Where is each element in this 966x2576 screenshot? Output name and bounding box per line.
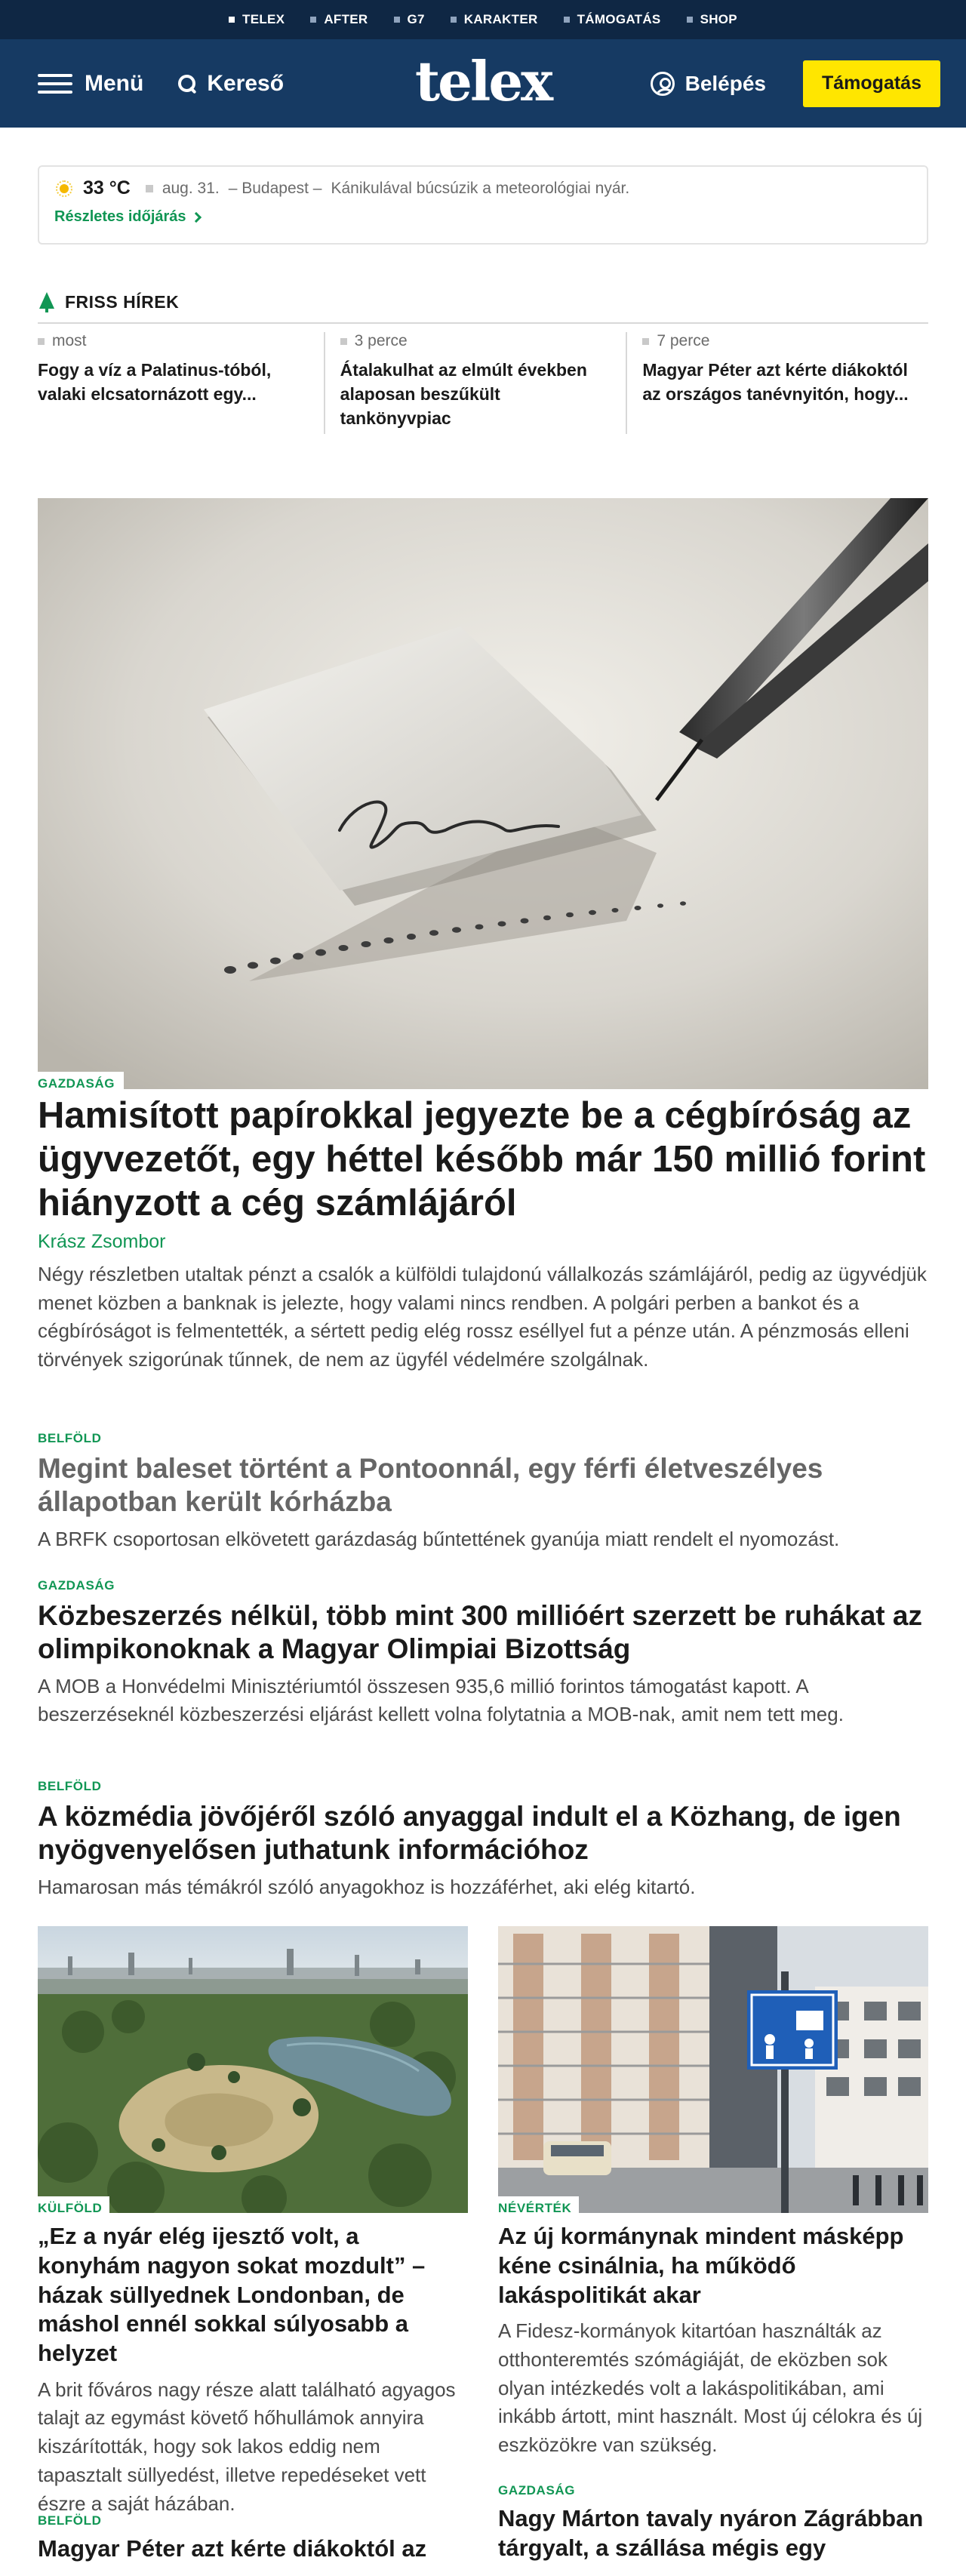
lead-article-title[interactable]: Hamisított papírokkal jegyezte be a cégbíróság az ügyvezetőt, egy héttel később már 150 millió forint hiányzott a cég számlájáról	[38, 1095, 926, 1223]
weather-location: – Budapest –	[228, 179, 322, 197]
weather-details-link[interactable]: Részletes időjárás	[54, 208, 912, 226]
tree-icon	[38, 292, 56, 313]
topnav-item-g7[interactable]: G7	[394, 12, 425, 27]
square-icon	[229, 17, 235, 23]
separator-square	[146, 185, 153, 192]
square-icon	[642, 338, 649, 345]
article-lead: Hamarosan más témákról szóló anyagokhoz is hozzáférhet, aki elég kitartó.	[38, 1875, 696, 1898]
topnav-item-karakter[interactable]: KARAKTER	[451, 12, 538, 27]
weather-description: Kánikulával búcsúzik a meteorológiai nyár.	[331, 179, 630, 197]
square-icon	[451, 17, 457, 23]
square-icon	[38, 338, 45, 345]
fresh-news-item[interactable]: most Fogy a víz a Palatinus-tóból, valaki elcsatornázott egy...	[38, 332, 325, 434]
square-icon	[687, 17, 693, 23]
menu-button[interactable]: Menü	[38, 71, 143, 97]
square-icon	[394, 17, 400, 23]
user-icon	[651, 72, 675, 96]
site-logo[interactable]: telex	[414, 48, 552, 113]
article-kicker[interactable]: BELFÖLD	[38, 1779, 102, 1793]
square-icon	[310, 17, 316, 23]
card-title[interactable]: Nagy Márton tavaly nyáron Zágrábban tárgyalt, a szállása mégis egy	[498, 2505, 924, 2561]
card-kicker[interactable]: KÜLFÖLD	[38, 2196, 109, 2216]
card-text	[498, 2222, 928, 2460]
topnav-item-shop[interactable]: SHOP	[687, 12, 737, 27]
card-text	[498, 2483, 928, 2563]
article-title[interactable]: Közbeszerzés nélkül, több mint 300 millióért szerzett be ruhákat az olimpikonoknak a Magyar Olimpiai Bizottság	[38, 1600, 922, 1665]
fresh-news-item[interactable]: 7 perce Magyar Péter azt kérte diákoktól az országos tanévnyitón, hogy...	[642, 332, 909, 405]
card-title[interactable]: Az új kormánynak mindent másképp kéne csinálnia, ha működő lakáspolitikát akar	[498, 2223, 904, 2308]
lead-article-kicker[interactable]: GAZDASÁG	[38, 1072, 124, 1091]
article-lead: A BRFK csoportosan elkövetett garázdaság bűntettének gyanúja miatt rendelt el nyomozást.	[38, 1527, 840, 1550]
article-title[interactable]: A közmédia jövőjéről szóló anyaggal indult el a Közhang, de igen nyögvenyelősen juthatunk információhoz	[38, 1801, 901, 1866]
topnav-item-tamogatas[interactable]: TÁMOGATÁS	[564, 12, 661, 27]
article-kicker[interactable]: BELFÖLD	[38, 1431, 102, 1445]
sun-icon	[54, 179, 74, 199]
card-title[interactable]: Magyar Péter azt kérte diákoktól az	[38, 2535, 427, 2562]
article-item[interactable]	[38, 1431, 928, 1553]
weather-temp: 33 °C	[83, 177, 131, 199]
card-text	[38, 2513, 468, 2564]
topnav-item-after[interactable]: AFTER	[310, 12, 368, 27]
card-text	[38, 2222, 468, 2518]
fresh-news-header: FRISS HÍREK	[38, 282, 928, 324]
square-icon	[340, 338, 347, 345]
lead-article-image[interactable]	[38, 498, 928, 1089]
search-button[interactable]: Kereső	[177, 71, 284, 97]
login-button[interactable]: Belépés	[651, 72, 766, 96]
article-kicker[interactable]: GAZDASÁG	[38, 1578, 115, 1593]
article-item[interactable]	[38, 1578, 928, 1729]
card-image-housing[interactable]	[498, 1926, 928, 2213]
fresh-news-item[interactable]: 3 perce Átalakulhat az elmúlt években alaposan beszűkült tankönyvpiac	[340, 332, 628, 434]
fresh-news-list	[38, 332, 928, 434]
lead-article-author[interactable]: Krász Zsombor	[38, 1231, 166, 1252]
topnav-item-telex[interactable]: TELEX	[229, 12, 285, 27]
support-button[interactable]: Támogatás	[803, 60, 940, 107]
card-title[interactable]: „Ez a nyár elég ijesztő volt, a konyhám nagyon sokat mozdult” – házak süllyednek Londonban, de máshol ennél sokkal súlyosabb a helyzet	[38, 2223, 426, 2366]
hamburger-icon	[38, 74, 72, 94]
article-lead: A MOB a Honvédelmi Minisztériumtól összesen 935,6 millió forintos támogatást kapott. A beszerzéseknél közbeszerzési eljárást kellett volna folytatnia a MOB-nak, amit nem tett meg.	[38, 1674, 844, 1726]
article-item[interactable]	[38, 1779, 928, 1901]
main-header	[0, 39, 966, 128]
card-kicker[interactable]: NÉVÉRTÉK	[498, 2196, 579, 2216]
lead-article-lead: Négy részletben utaltak pénzt a csalók a külföldi tulajdonú vállalkozás számlájáról, pedig az ügyvédjük menet közben a banknak is jelezte, hogy valami nincs rendben. A polgári perben a bankot és a cégbíróságot is felmentették, a sértett pedig elég rossz eséllyel fut a pénze után. A pénzmosás elleni törvények szigorúnak tűnnek, de nem az ügyfél védelmére szolgálnak.	[38, 1263, 927, 1371]
card-lead: A brit főváros nagy része alatt található agyagos talajt az egymást követő hőhullámok annyira kiszárították, hogy sok lakos eddig nem tapasztalt süllyedést, illetve repedéseket vett észre a saját házában.	[38, 2377, 456, 2515]
card-kicker[interactable]: BELFÖLD	[38, 2513, 102, 2528]
card-kicker[interactable]: GAZDASÁG	[498, 2483, 576, 2498]
card-lead: A Fidesz-kormányok kitartóan használták az otthonteremtés szómágiáját, de eközben sok olyan intézkedés volt a lakáspolitikában, ami inkább ártott, mint használt. Most új célokra és új eszközökre van szükség.	[498, 2319, 923, 2456]
square-icon	[564, 17, 570, 23]
chevron-right-icon	[190, 211, 201, 222]
weather-box	[38, 165, 928, 245]
article-title[interactable]: Megint baleset történt a Pontoonnál, egy férfi életveszélyes állapotban került kórházba	[38, 1453, 823, 1518]
top-navigation	[0, 0, 966, 39]
weather-date: aug. 31.	[162, 179, 220, 197]
search-icon	[177, 73, 198, 94]
card-image-london[interactable]	[38, 1926, 468, 2213]
